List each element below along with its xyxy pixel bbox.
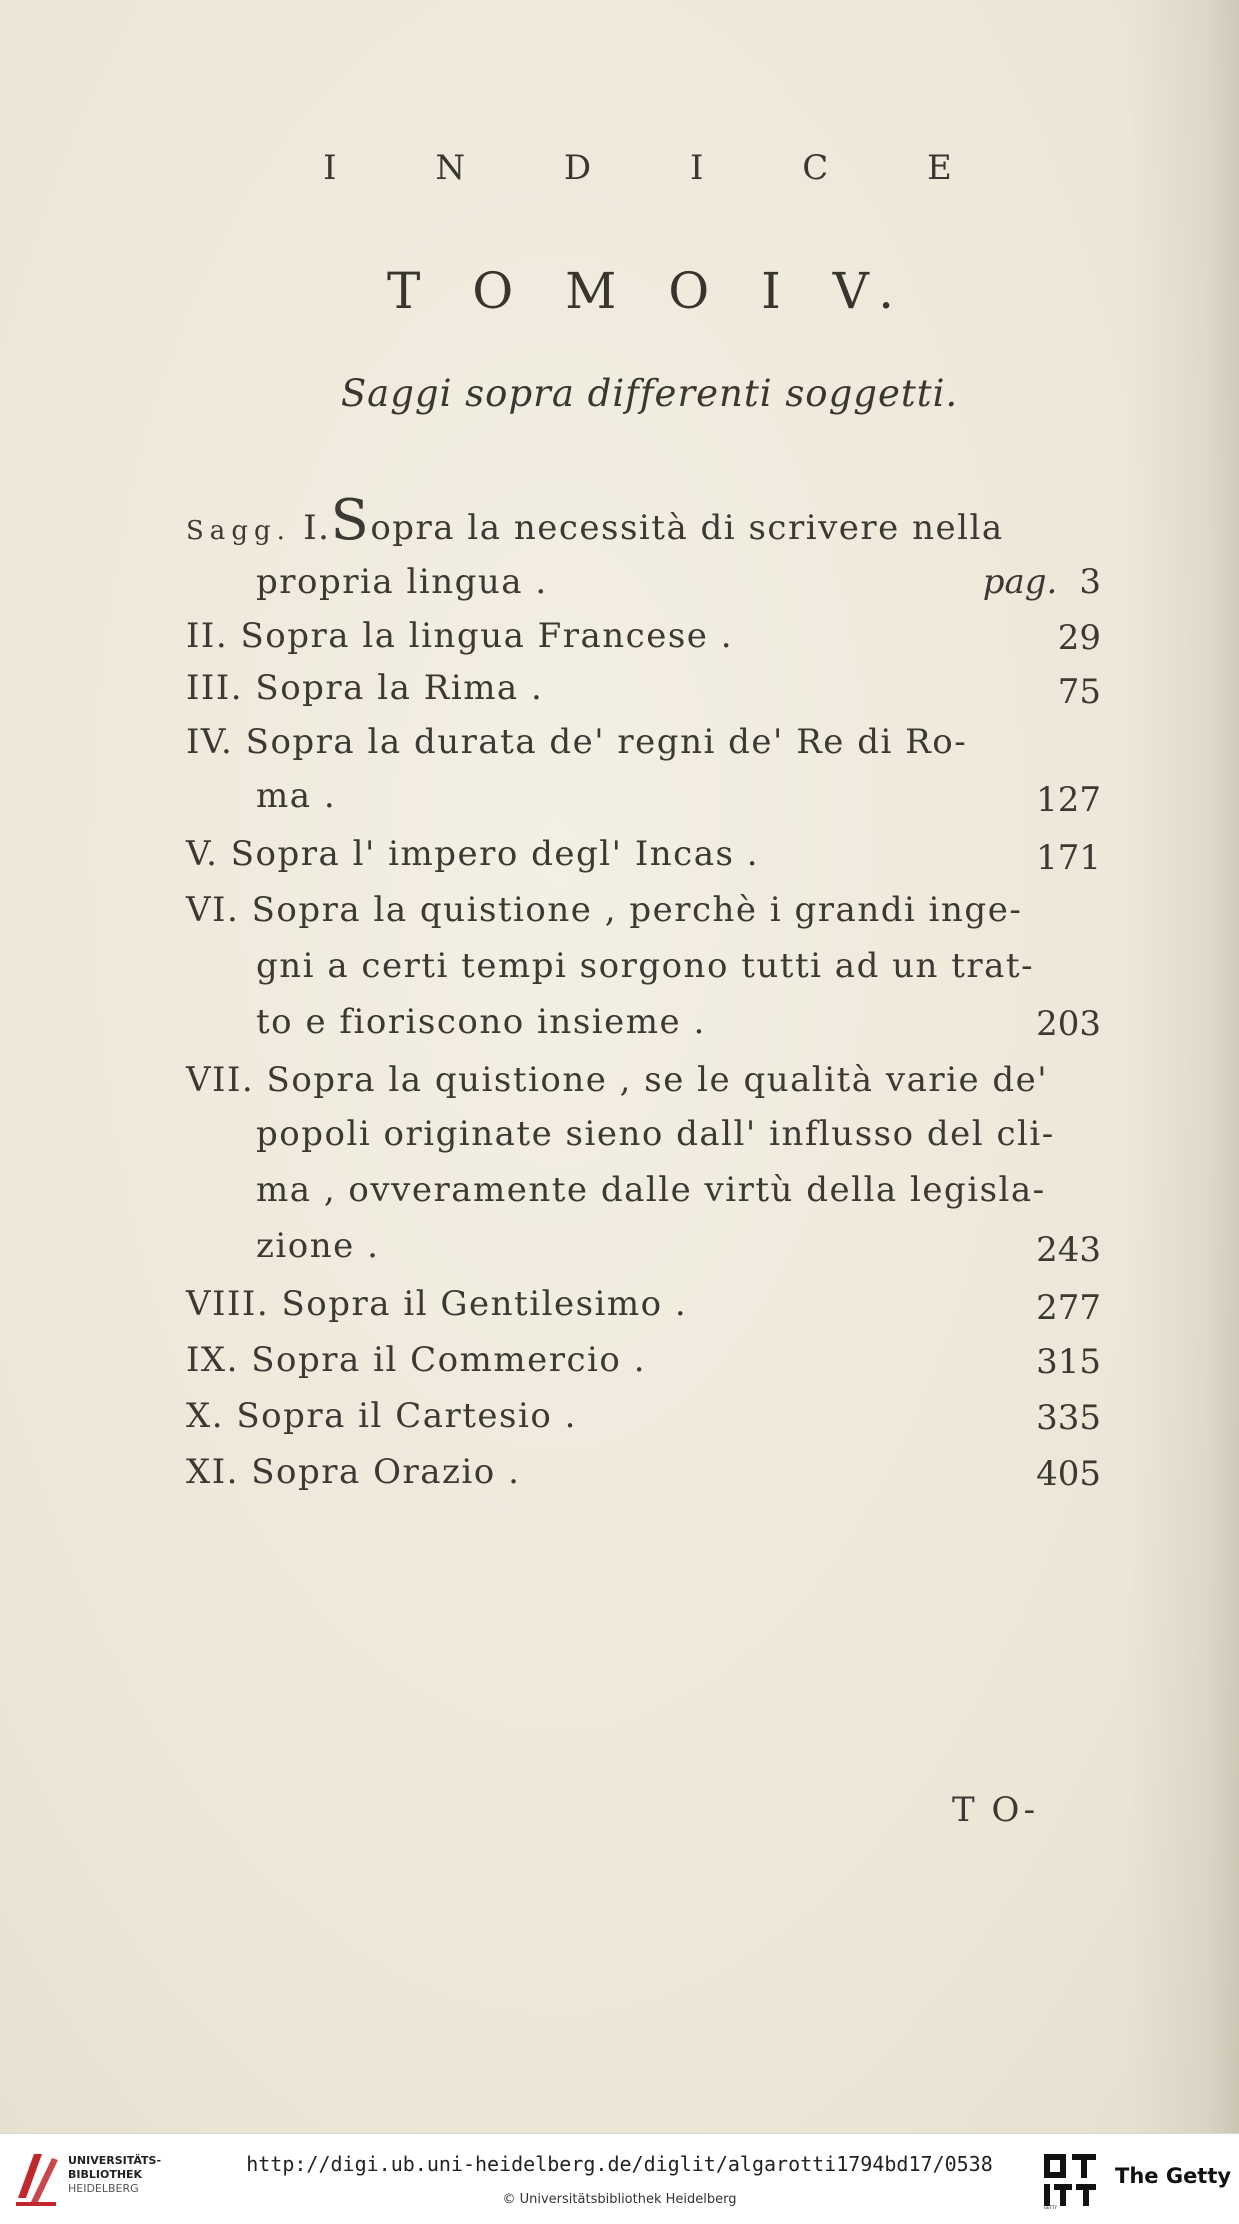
toc-entry-11-page: 405 — [1036, 1454, 1101, 1494]
toc-entry-2-page: 29 — [1057, 618, 1101, 658]
permalink-url[interactable]: http://digi.ub.uni-heidelberg.de/diglit/algarotti1794bd17/0538 — [246, 2152, 993, 2176]
toc-entry-8: VIII. Sopra il Gentilesimo . — [186, 1284, 688, 1324]
toc-entry-1-initial: S — [330, 488, 371, 553]
toc-entry-4-line-2: ma . — [256, 776, 337, 816]
toc-entry-11: XI. Sopra Orazio . — [186, 1452, 521, 1492]
toc-entry-3: III. Sopra la Rima . — [186, 668, 544, 708]
toc-entry-1-numeral: I. — [303, 508, 331, 548]
toc-entry-6-line-1: VI. Sopra la quistione , perchè i grandi inge- — [186, 890, 1023, 930]
toc-entry-10-page: 335 — [1036, 1398, 1101, 1438]
catchword: T O- — [952, 1790, 1039, 1830]
toc-entry-1-pag-label: pag. — [982, 562, 1058, 602]
partner-name[interactable]: The Getty — [1115, 2164, 1232, 2188]
toc-entry-7-line-3: ma , ovveramente dalle virtù della legisla- — [256, 1170, 1046, 1210]
getty-logo-icon[interactable] — [1042, 2150, 1100, 2214]
toc-entry-9: IX. Sopra il Commercio . — [186, 1340, 647, 1380]
copyright-notice: © Universitätsbibliothek Heidelberg — [502, 2192, 737, 2207]
toc-entry-7-line-4: zione . — [256, 1226, 380, 1266]
toc-entry-1-line-1 — [186, 488, 1004, 553]
toc-entry-1-page — [983, 562, 1101, 602]
toc-entry-5: V. Sopra l' impero degl' Incas . — [186, 834, 760, 874]
viewer-footer — [0, 2133, 1239, 2224]
toc-entry-7-line-2: popoli originate sieno dall' influsso del cli- — [256, 1114, 1055, 1154]
toc-entry-1-title: opra la necessità di scrivere nella — [370, 508, 1004, 548]
page-header: I N D I C E — [323, 148, 996, 188]
toc-entry-7-line-1: VII. Sopra la quistione , se le qualità varie de' — [186, 1060, 1049, 1100]
toc-entry-5-page: 171 — [1036, 838, 1101, 878]
toc-entry-4-page: 127 — [1036, 780, 1101, 820]
toc-entry-1-prefix: Sagg. — [186, 516, 291, 546]
library-name-line-2: BIBLIOTHEK — [68, 2168, 143, 2181]
toc-entry-1-line-2: propria lingua . — [256, 562, 548, 602]
library-name-line-3: HEIDELBERG — [68, 2182, 139, 2195]
toc-entry-7-page: 243 — [1036, 1230, 1101, 1270]
toc-entry-8-page: 277 — [1036, 1288, 1101, 1328]
library-name-line-1: UNIVERSITÄTS- — [68, 2154, 162, 2167]
toc-entry-4-line-1: IV. Sopra la durata de' regni de' Re di Ro- — [186, 722, 968, 762]
volume-title: T O M O I V. — [386, 262, 912, 320]
toc-entry-6-page: 203 — [1036, 1004, 1101, 1044]
toc-entry-1-page-number: 3 — [1079, 562, 1101, 602]
toc-entry-10: X. Sopra il Cartesio . — [186, 1396, 577, 1436]
toc-entry-6-line-2: gni a certi tempi sorgono tutti ad un trat- — [256, 946, 1035, 986]
toc-entry-2: II. Sopra la lingua Francese . — [186, 616, 734, 656]
section-subtitle: Saggi sopra differenti soggetti. — [340, 372, 959, 415]
toc-entry-9-page: 315 — [1036, 1342, 1101, 1382]
getty-logo-letters: GETTY — [1044, 2205, 1057, 2210]
toc-entry-6-line-3: to e fioriscono insieme . — [256, 1002, 706, 1042]
toc-entry-3-page: 75 — [1057, 672, 1101, 712]
